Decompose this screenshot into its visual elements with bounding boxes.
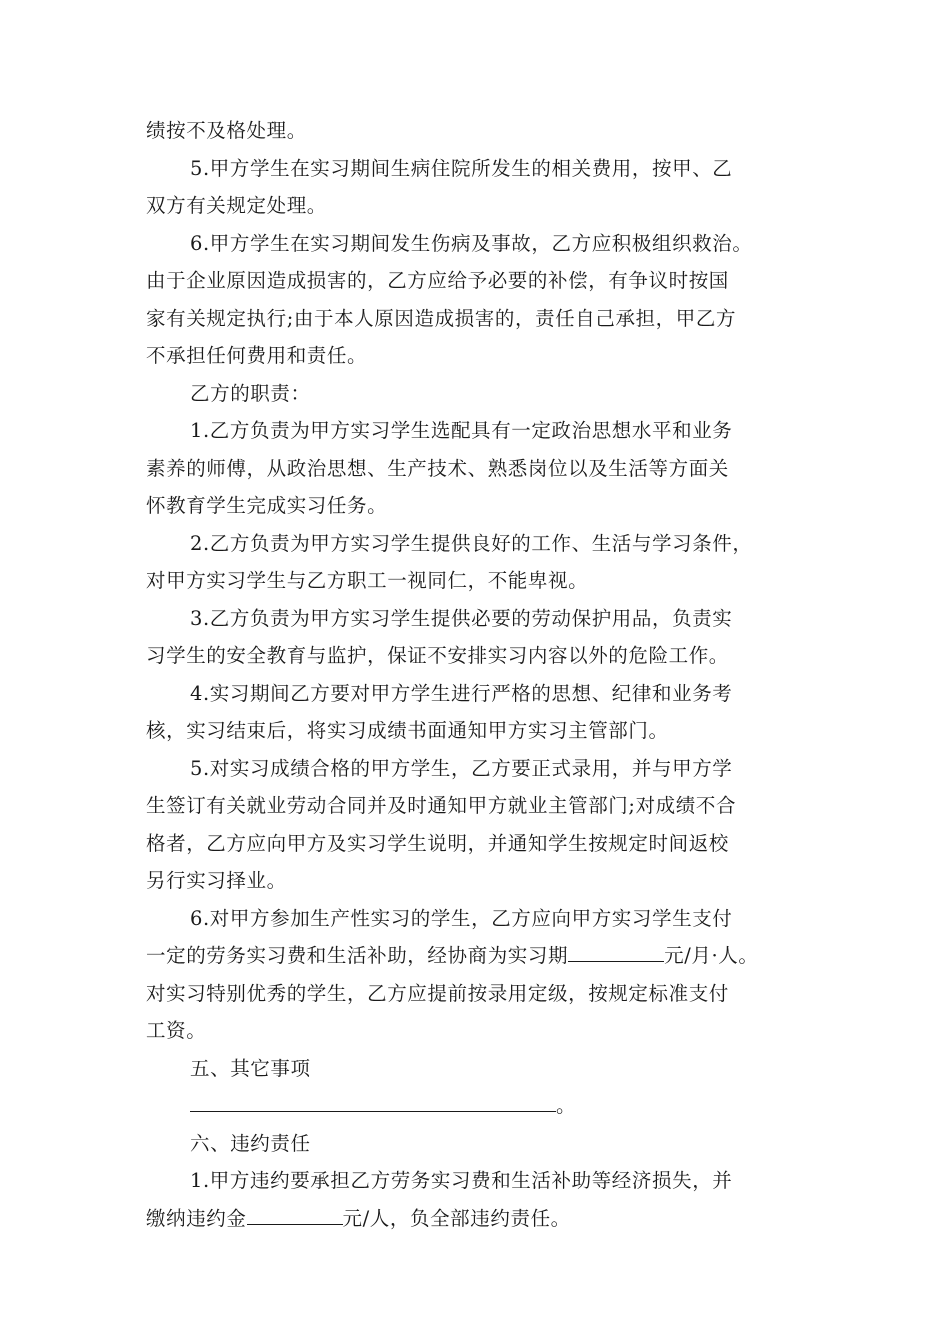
text-line: 素养的师傅，从政治思想、生产技术、熟悉岗位以及生活等方面关 [146, 456, 729, 480]
text-line: 不承担任何费用和责任。 [146, 344, 368, 367]
text-line: 核，实习结束后，将实习成绩书面通知甲方实习主管部门。 [146, 719, 669, 742]
text-line: 怀教育学生完成实习任务。 [146, 494, 388, 517]
fill-in-blank[interactable] [568, 939, 664, 962]
text-line-with-blank [146, 937, 810, 975]
text-line: 由于企业原因造成损害的，乙方应给予必要的补偿，有争议时按国 [146, 269, 729, 292]
text-line: 6.甲方学生在实习期间发生伤病及事故，乙方应积极组织救治。 [190, 231, 753, 255]
text-fragment: 一定的劳务实习费和生活补助，经协商为实习期 [146, 944, 569, 967]
text-line: 双方有关规定处理。 [146, 194, 327, 217]
fill-in-blank[interactable] [247, 1202, 343, 1225]
text-fragment: 缴纳违约金 [146, 1206, 247, 1230]
text-line: 1.乙方负责为甲方实习学生选配具有一定政治思想水平和业务 [190, 419, 733, 442]
text-fragment: 元/人，负全部违约责任。 [342, 1206, 571, 1230]
text-line: 另行实习择业。 [146, 869, 287, 892]
section-heading: 乙方的职责： [190, 381, 311, 405]
text-line-with-blank [146, 1200, 810, 1238]
document-page [146, 112, 810, 1237]
text-line: 5.甲方学生在实习期间生病住院所发生的相关费用，按甲、乙 [190, 156, 733, 180]
text-line: 家有关规定执行;由于本人原因造成损害的，责任自己承担，甲乙方 [146, 306, 737, 330]
text-line: 生签订有关就业劳动合同并及时通知甲方就业主管部门;对成绩不合 [146, 794, 737, 817]
text-line: 4.实习期间乙方要对甲方学生进行严格的思想、纪律和业务考 [190, 681, 733, 705]
text-line: 习学生的安全教育与监护，保证不安排实习内容以外的危险工作。 [146, 644, 729, 667]
text-line: 对实习特别优秀的学生，乙方应提前按录用定级，按规定标准支付 [146, 981, 729, 1005]
section-heading: 六、违约责任 [190, 1131, 311, 1155]
text-line: 格者，乙方应向甲方及实习学生说明，并通知学生按规定时间返校 [146, 831, 729, 855]
text-line: 3.乙方负责为甲方实习学生提供必要的劳动保护用品，负责实 [190, 606, 733, 630]
text-line: 5.对实习成绩合格的甲方学生，乙方要正式录用，并与甲方学 [190, 756, 733, 780]
text-line: 工资。 [146, 1019, 207, 1042]
text-line: 6.对甲方参加生产性实习的学生，乙方应向甲方实习学生支付 [190, 906, 733, 930]
text-fragment: 。 [556, 1094, 577, 1117]
text-line: 1.甲方违约要承担乙方劳务实习费和生活补助等经济损失，并 [190, 1169, 733, 1192]
text-line: 绩按不及格处理。 [146, 119, 307, 142]
section-heading: 五、其它事项 [190, 1056, 311, 1080]
fill-in-blank[interactable] [190, 1089, 556, 1112]
text-line-with-blank [146, 1087, 810, 1125]
text-line: 对甲方实习学生与乙方职工一视同仁，不能卑视。 [146, 569, 589, 592]
text-line: 2.乙方负责为甲方实习学生提供良好的工作、生活与学习条件， [190, 531, 753, 555]
text-fragment: 元/月·人。 [664, 944, 759, 967]
